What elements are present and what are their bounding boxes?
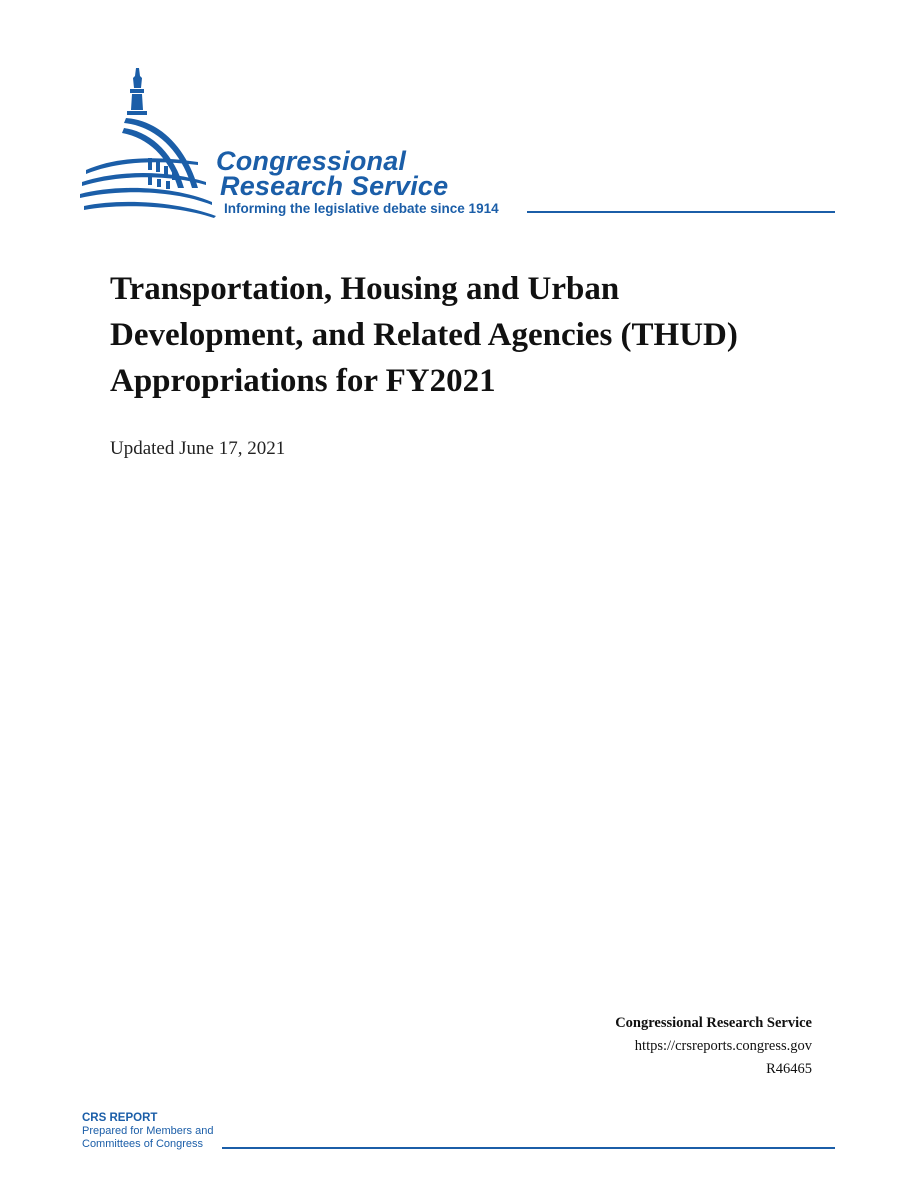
brand-name-line1: Congressional <box>216 146 407 176</box>
prepared-line-2: Committees of Congress <box>82 1138 204 1150</box>
crs-report-title: CRS REPORT <box>82 1112 158 1124</box>
footer-divider <box>222 1147 835 1149</box>
crs-logo <box>78 66 838 226</box>
report-updated-date: Updated June 17, 2021 <box>110 438 286 459</box>
capitol-dome-icon <box>78 66 218 221</box>
footer-info <box>615 1012 812 1081</box>
brand-tagline: Informing the legislative debate since 1914 <box>224 201 499 216</box>
brand-name-line2: Research Service <box>220 171 449 201</box>
tagline-divider <box>527 211 835 213</box>
report-number: R46465 <box>766 1061 812 1077</box>
crs-report-label <box>82 1112 213 1151</box>
prepared-line-1: Prepared for Members and <box>82 1125 214 1137</box>
report-title: Transportation, Housing and Urban Development, and Related Agencies (THUD) Appropriations for FY2021 <box>110 271 738 399</box>
footer-url[interactable]: https://crsreports.congress.gov <box>634 1038 812 1054</box>
footer-organization: Congressional Research Service <box>615 1015 812 1031</box>
